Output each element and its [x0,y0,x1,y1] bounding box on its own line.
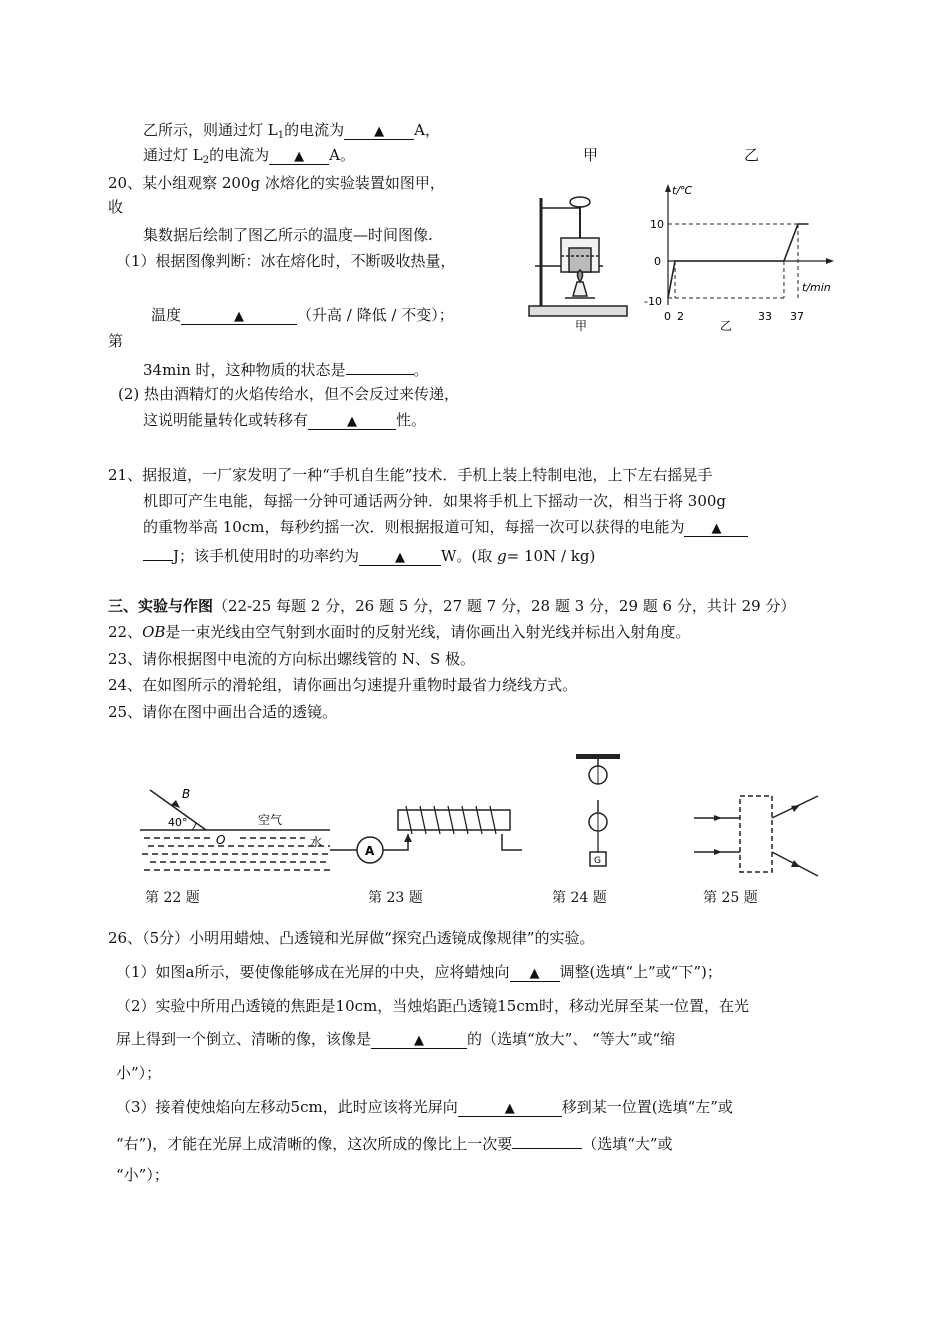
y-tick-10: 10 [650,218,664,231]
answer-blank[interactable] [512,1131,582,1149]
q20-temperature-graph [640,180,840,335]
q26-line-3: （2）实验中所用凸透镜的焦距是10cm，当烛焰距凸透镜15cm时，移动光屏至某一位置，在光 [116,997,749,1015]
q20-line-5: 第 [108,332,124,350]
answer-blank[interactable]: ▲ [684,519,748,537]
air-label: 空气 [258,813,283,827]
answer-blank[interactable] [143,543,173,561]
alcohol-lamp [573,282,587,296]
lens-box [740,796,772,872]
stand-base [529,306,627,316]
figure-22 [140,780,340,880]
ray-arrow [791,805,800,812]
q20-apparatus-figure [525,178,635,338]
answer-blank[interactable]: ▲ [344,122,414,140]
figure-25 [690,790,830,880]
ammeter-label: A [365,844,375,858]
q24-text: 24、在如图所示的滑轮组，请你画出匀速提升重物时最省力绕线方式。 [108,676,578,694]
q20-line-2: 集数据后绘制了图乙所示的温度—时间图像. [143,226,433,244]
q20-line-1: 20、某小组观察 200g 冰熔化的实验装置如图甲， [108,174,445,192]
ray-arrow [791,860,800,867]
q26-line-6: （3）接着使烛焰向左移动5cm，此时应该将光屏向 ▲ 移到某一位置(选填“左”或 [116,1098,733,1116]
q26-line-1: 26、（5分）小明用蜡烛、凸透镜和光屏做“探究凸透镜成像规律”的实验。 [108,929,595,947]
ceiling [576,754,620,759]
q20-line-8: 这说明能量转化或转移有 ▲ 性。 [143,411,427,429]
graph-label: 乙 [720,319,733,333]
weight-label: G [594,856,601,866]
q26-line-5: 小”）； [116,1064,162,1082]
thermometer-clamp [570,197,590,207]
y-tick-neg10: -10 [644,295,662,308]
figure-25-caption: 第 25 题 [703,890,758,906]
x-axis-label: t/min [802,281,831,294]
ray-arrow [714,849,722,855]
x-axis-arrow [826,258,834,264]
q26-line-2: （1）如图a所示，要使像能够成在光屏的中央，应将蜡烛向 ▲ 调整(选填“上”或“下”)； [116,963,722,981]
answer-blank[interactable]: ▲ [308,412,396,430]
q20-line-4: 温度 ▲ （升高 / 降低 / 不变）； [151,306,454,324]
q23-text: 23、请你根据图中电流的方向标出螺线管的 N、S 极。 [108,650,476,668]
figure-24-caption: 第 24 题 [552,890,607,906]
point-b-label: B [182,787,191,801]
lamp-flame [578,270,583,282]
test-tube [569,248,591,272]
point-o-label: O [216,833,226,847]
q19-line-1: 乙所示，则通过灯 $L_1$的电流为 ▲ A， [143,121,440,141]
q21-line-4: J；该手机使用时的功率约为 ▲ W。(取 g= 10N / kg) [143,543,595,566]
figure-22-caption: 第 22 题 [145,890,200,906]
q19-line-2: 通过灯 $L_2$的电流为 ▲ A。 [143,146,355,166]
water-hatching [142,838,330,870]
section-3-heading: 三、实验与作图（22-25 每题 2 分，26 题 5 分，27 题 7 分，28 题 3 分，29 题 6 分，共计 29 分） [108,597,796,615]
wire-right [502,834,522,850]
q22-text: 22、OB是一束光线由空气射到水面时的反射光线，请你画出入射光线并标出入射角度。 [108,623,691,641]
y-axis-arrow [665,184,671,192]
y-tick-0: 0 [654,255,661,268]
y-axis-label: t/℃ [672,184,693,197]
q20-line-7: (2) 热由酒精灯的火焰传给水，但不会反过来传递， [118,385,460,403]
q20-line-1b: 收 [108,198,124,216]
ray-arrow [714,815,722,821]
angle-arc [192,822,196,830]
x-tick-2: 2 [677,310,684,323]
answer-blank[interactable]: ▲ [458,1099,562,1117]
answer-blank[interactable]: ▲ [181,307,297,325]
current-arrow [404,834,412,842]
answer-blank[interactable] [346,357,414,375]
q19-figure-label-jia: 甲 [583,146,599,164]
q20-line-3: （1）根据图像判断：冰在熔化时，不断吸收热量， [116,252,456,270]
x-tick-33: 33 [758,310,772,323]
angle-label: 40° [168,816,188,829]
answer-blank[interactable]: ▲ [510,964,560,982]
x-tick-0: 0 [664,310,671,323]
x-tick-37: 37 [790,310,804,323]
q26-line-4: 屏上得到一个倒立、清晰的像，该像是 ▲ 的（选填“放大”、 “等大”或“缩 [116,1030,676,1048]
figure-23 [330,800,530,875]
q20-line-6: 34min 时，这种物质的状态是 。 [143,357,429,380]
water-label: 水 [310,835,323,849]
figure-23-caption: 第 23 题 [368,890,423,906]
answer-blank[interactable]: ▲ [371,1031,467,1049]
q26-line-7: “右”)，才能在光屏上成清晰的像，这次所成的像比上一次要 （选填“大”或 [116,1131,673,1154]
answer-blank[interactable]: ▲ [359,548,441,566]
apparatus-label: 甲 [575,319,588,333]
figure-24 [570,752,630,880]
q26-line-8: “小”）； [116,1166,169,1184]
answer-blank[interactable]: ▲ [269,147,329,165]
q25-text: 25、请你在图中画出合适的透镜。 [108,703,338,721]
q21-line-1: 21、据报道，一厂家发明了一种“手机自生能”技术．手机上装上特制电池，上下左右摇晃手 [108,466,713,484]
q19-figure-label-yi: 乙 [744,146,760,164]
q21-line-2: 机即可产生电能，每摇一分钟可通话两分钟．如果将手机上下摇动一次，相当于将 300g [143,492,727,510]
q21-line-3: 的重物举高 10cm，每秒约摇一次．则根据报道可知，每摇一次可以获得的电能为 ▲ [143,517,748,537]
